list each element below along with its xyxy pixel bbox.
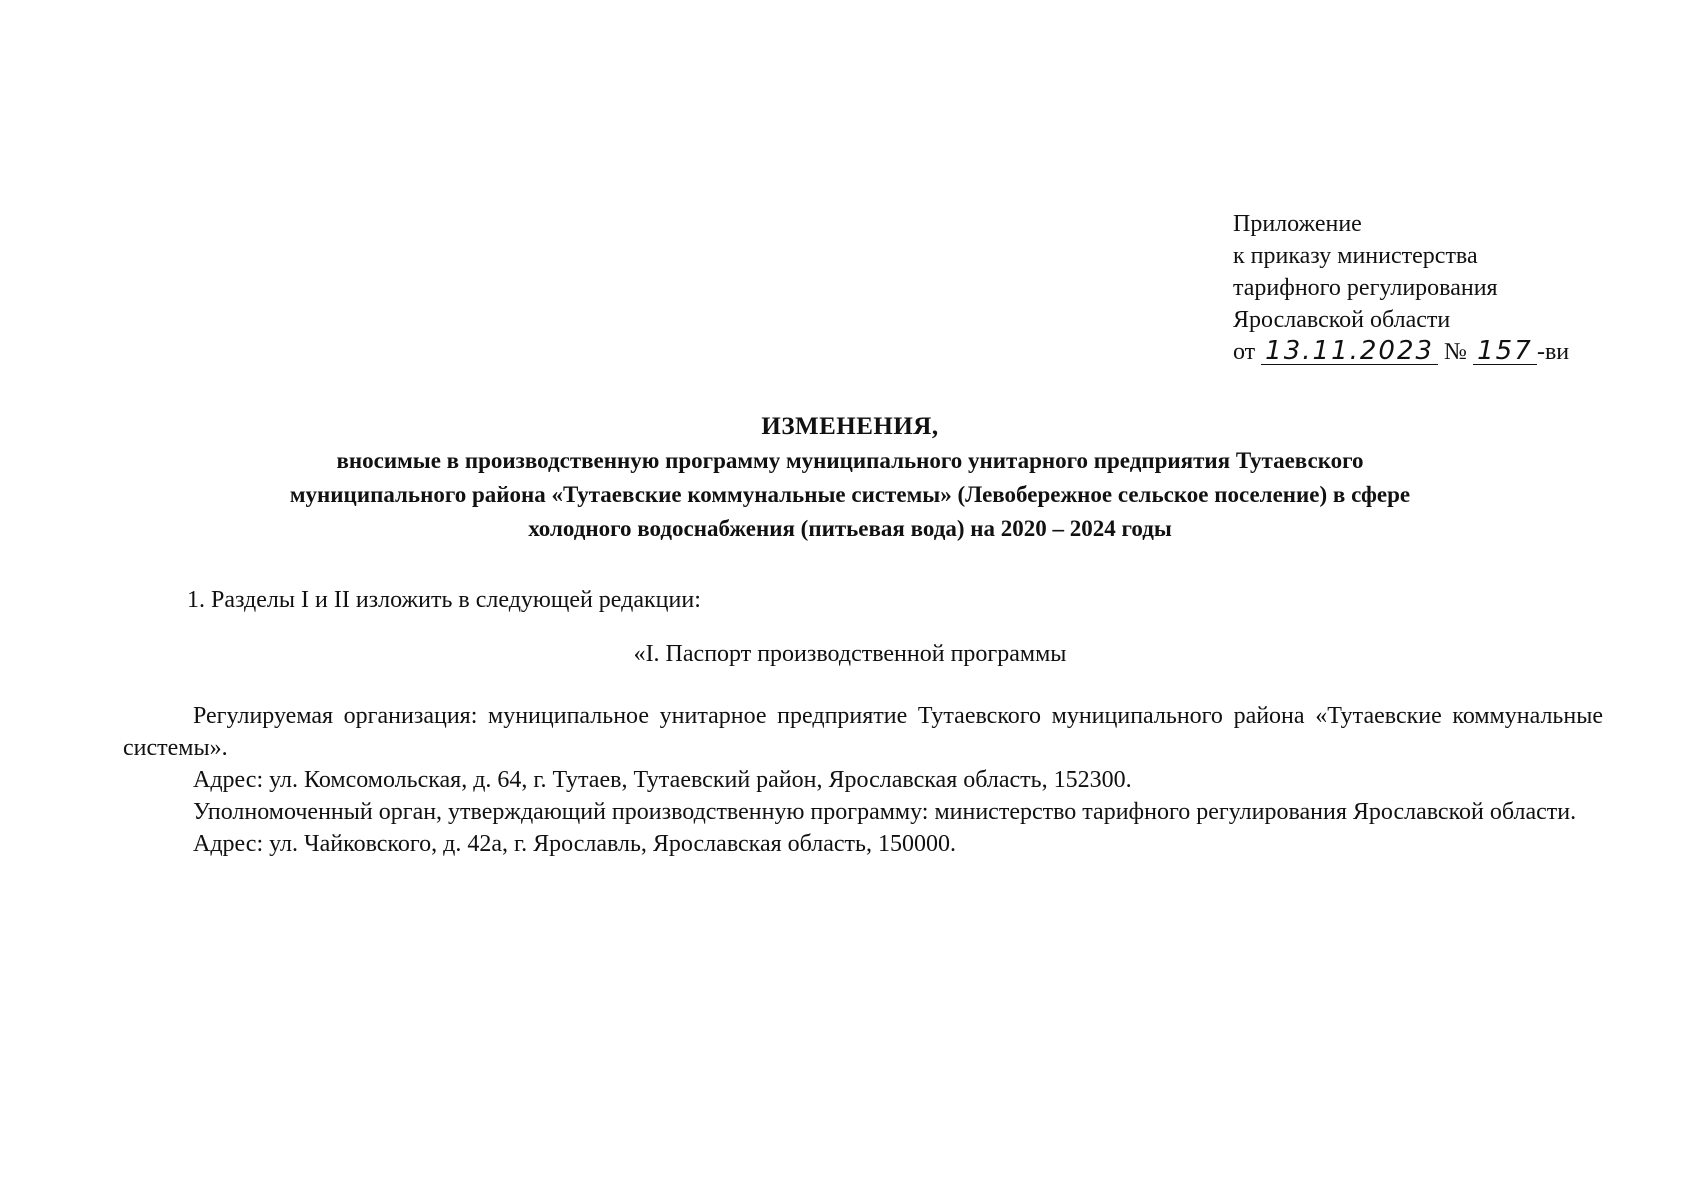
authority-paragraph: Уполномоченный орган, утверждающий производственную программу: министерство тарифного регулирования Ярославской области. [193, 799, 1577, 825]
section-heading: «I. Паспорт производственной программы [633, 641, 1067, 667]
number-sign: № [1444, 339, 1467, 365]
number-suffix: -ви [1536, 339, 1570, 365]
document-title [120, 410, 1580, 546]
appendix-date-line [1233, 336, 1653, 368]
appendix-block [1233, 208, 1653, 368]
title-sub-line-1: вносимые в производственную программу муниципального унитарного предприятия Тутаевского [336, 448, 1364, 473]
org-paragraph: Регулируемая организация: муниципальное унитарное предприятие Тутаевского муниципального района «Тутаевские коммунальные системы». [123, 703, 1603, 761]
title-sub-line-2: муниципального района «Тутаевские коммунальные системы» (Левобережное сельское поселение) в сфере [289, 482, 1411, 507]
handwritten-number: 157 [1473, 338, 1537, 365]
appendix-line-3: тарифного регулирования [1233, 275, 1498, 301]
appendix-line-1: Приложение [1233, 211, 1362, 237]
item-1-text: 1. Разделы I и II изложить в следующей редакции: [187, 587, 701, 613]
passport-body [123, 700, 1603, 860]
handwritten-date: 13.11.2023 [1261, 338, 1438, 365]
appendix-line-2: к приказу министерства [1233, 243, 1478, 269]
org-address-paragraph: Адрес: ул. Комсомольская, д. 64, г. Тутаев, Тутаевский район, Ярославская область, 152300. [193, 767, 1132, 793]
appendix-line-4: Ярославской области [1233, 307, 1451, 333]
authority-address-paragraph: Адрес: ул. Чайковского, д. 42а, г. Ярославль, Ярославская область, 150000. [193, 831, 956, 857]
title-sub-line-3: холодного водоснабжения (питьевая вода) на 2020 – 2024 годы [528, 516, 1172, 541]
date-prefix: от [1233, 339, 1256, 365]
title-main: ИЗМЕНЕНИЯ, [761, 413, 939, 440]
